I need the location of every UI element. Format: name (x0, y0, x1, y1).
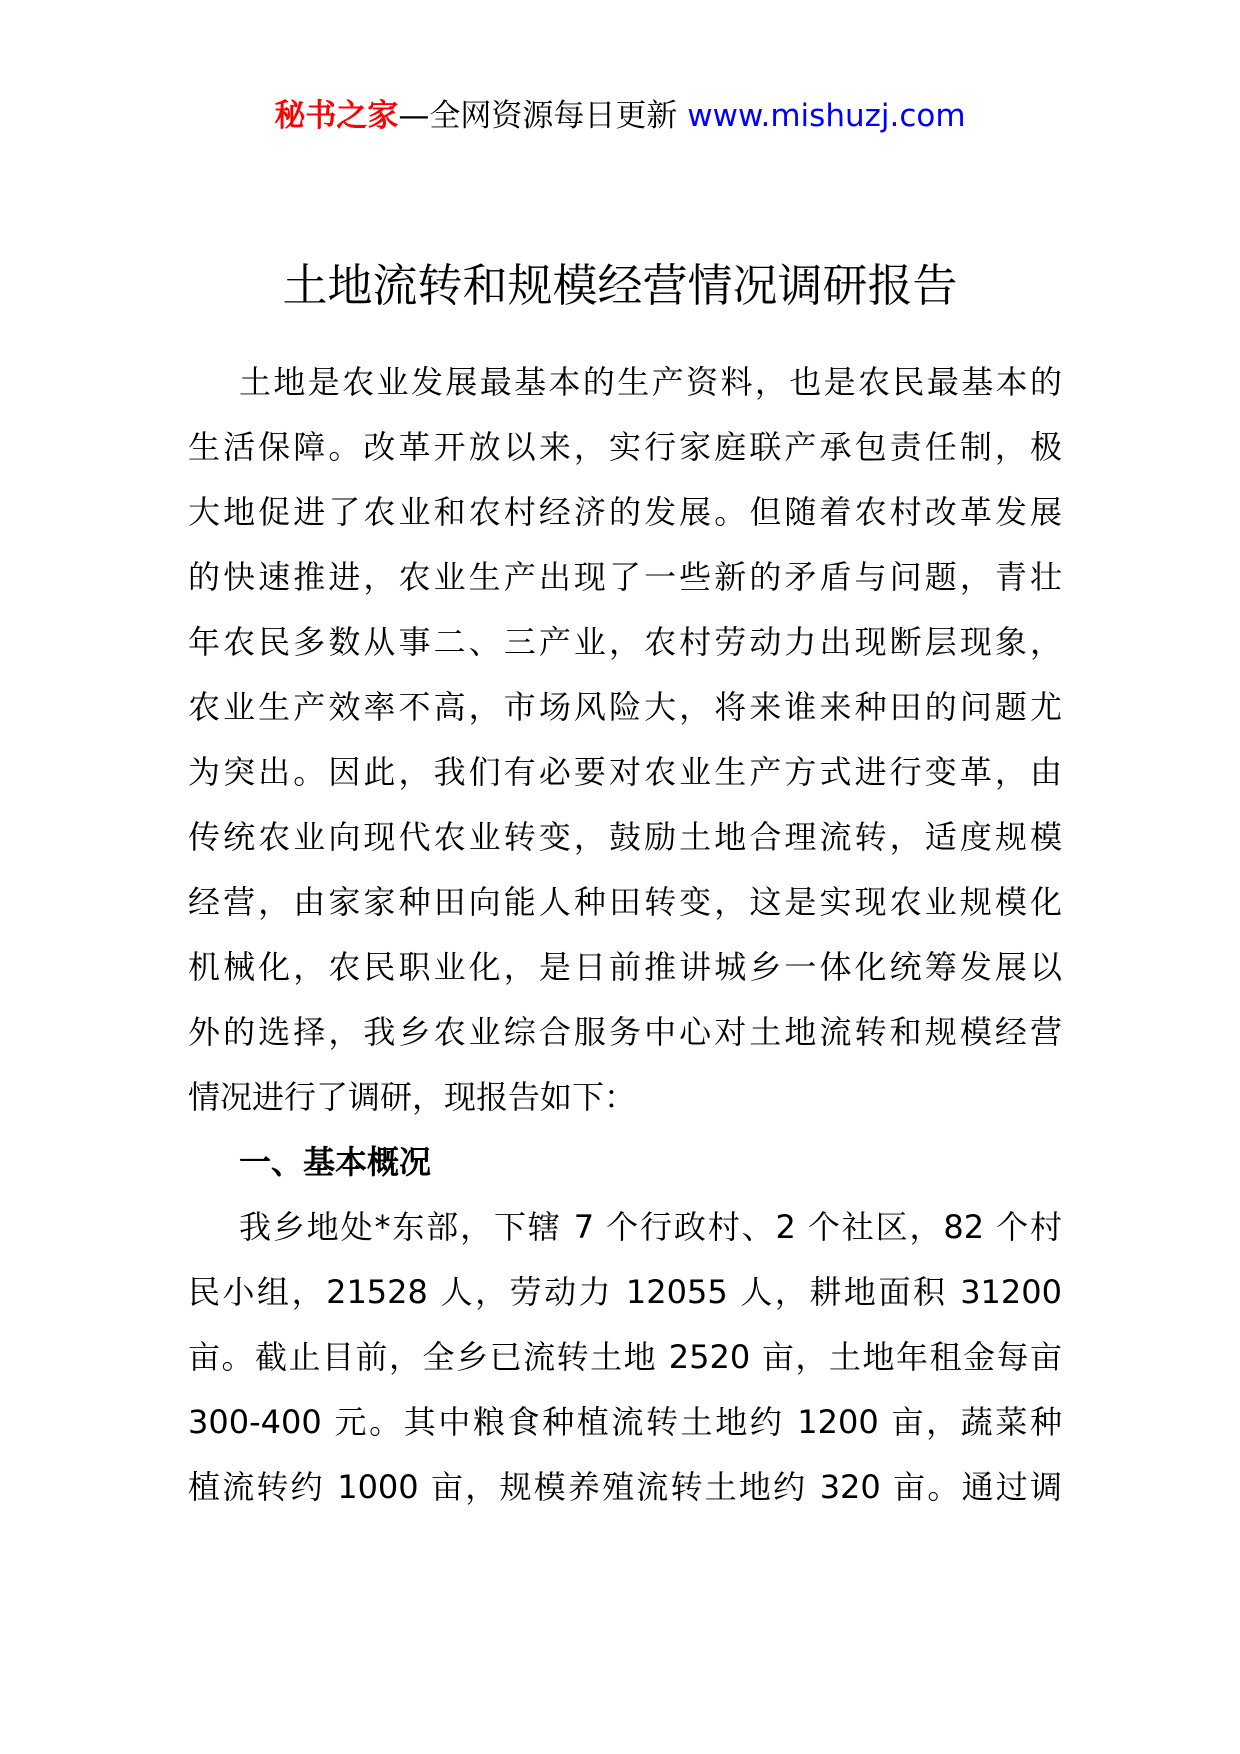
section-line: 民小组，21528 人，劳动力 12055 人，耕地面积 31200 (188, 1273, 1062, 1311)
slogan-text: —全网资源每日更新 (398, 98, 678, 134)
section-line: 植流转约 1000 亩，规模养殖流转土地约 320 亩。通过调 (188, 1468, 1062, 1506)
intro-line: 农业生产效率不高，市场风险大，将来谁来种田的问题尤 (188, 688, 1062, 726)
intro-line: 年农民多数从事二、三产业，农村劳动力出现断层现象， (188, 623, 1062, 661)
document-title: 土地流转和规模经营情况调研报告 (282, 259, 958, 312)
document-body (188, 350, 1062, 1520)
intro-line: 机械化，农民职业化，是日前推讲城乡一体化统筹发展以 (188, 948, 1062, 986)
intro-line: 的快速推进，农业生产出现了一些新的矛盾与问题，青壮 (188, 558, 1062, 596)
intro-line: 生活保障。改革开放以来，实行家庭联产承包责任制，极 (188, 428, 1062, 466)
watermark-header (0, 96, 1240, 136)
section-line: 我乡地处*东部，下辖 7 个行政村、2 个社区，82 个村 (239, 1208, 1062, 1246)
intro-line: 传统农业向现代农业转变，鼓励土地合理流转，适度规模 (188, 818, 1062, 856)
intro-line: 外的选择，我乡农业综合服务中心对土地流转和规模经营 (188, 1013, 1062, 1051)
intro-line: 情况进行了调研，现报告如下： (188, 1078, 637, 1116)
site-url-link[interactable]: www.mishuzj.com (687, 98, 966, 134)
section-line: 300-400 元。其中粮食种植流转土地约 1200 亩，蔬菜种 (188, 1403, 1062, 1441)
intro-line: 土地是农业发展最基本的生产资料，也是农民最基本的 (239, 363, 1062, 401)
intro-line: 大地促进了农业和农村经济的发展。但随着农村改革发展 (188, 493, 1062, 531)
section-heading: 一、基本概况 (239, 1143, 432, 1181)
brand-name: 秘书之家 (274, 98, 399, 134)
section-line: 亩。截止目前，全乡已流转土地 2520 亩，土地年租金每亩 (188, 1338, 1062, 1376)
intro-line: 为突出。因此，我们有必要对农业生产方式进行变革，由 (188, 753, 1062, 791)
intro-line: 经营，由家家种田向能人种田转变，这是实现农业规模化 (188, 883, 1062, 921)
